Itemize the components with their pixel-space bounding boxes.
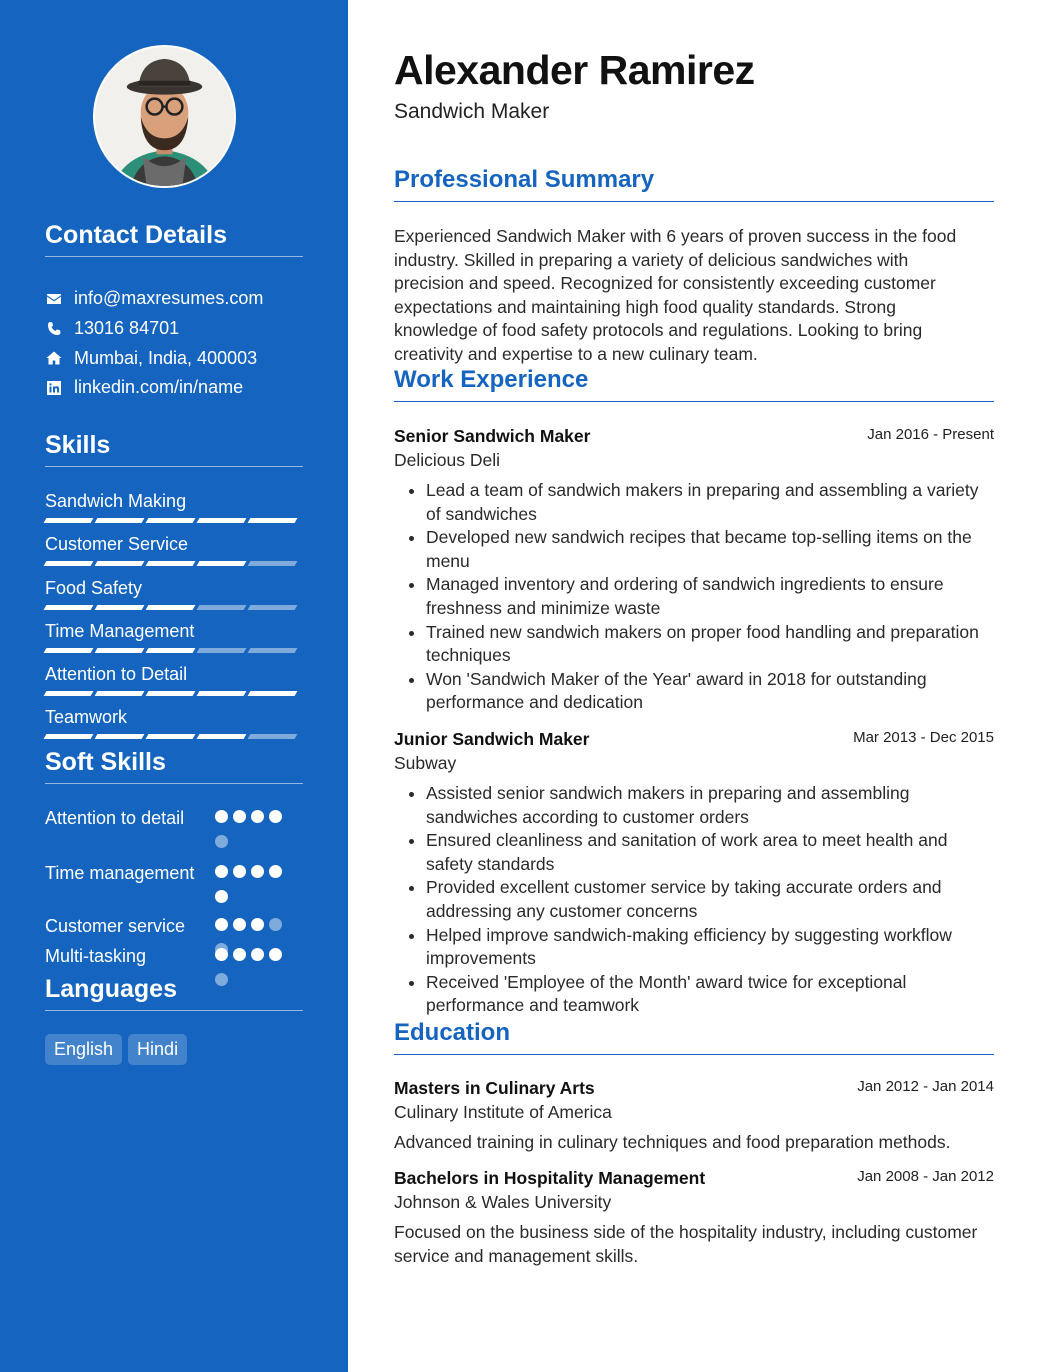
rating-dot [215, 948, 228, 961]
job-bullet: • Received 'Employee of the Month' award twice for exceptional performance and teamwork [426, 971, 994, 1018]
soft-skill-name: Multi-tasking [45, 946, 147, 966]
skill-level-segment [146, 648, 196, 653]
candidate-title: Sandwich Maker [394, 100, 550, 123]
soft-skill-item [45, 914, 303, 944]
skill-level-segment [44, 518, 94, 523]
job-bullets [394, 479, 994, 715]
rating-dot [215, 865, 228, 878]
skill-level-segment [248, 691, 298, 696]
summary-heading: Professional Summary [394, 165, 994, 202]
skill-level-segment [95, 734, 145, 739]
job-title: Junior Sandwich Maker [394, 729, 590, 749]
skill-level-segment [44, 561, 94, 566]
soft-skill-rating [215, 865, 290, 903]
degree-title: Bachelors in Hospitality Management [394, 1168, 706, 1188]
skill-level-segment [197, 518, 247, 523]
job-dates: Mar 2013 - Dec 2015 [853, 729, 994, 746]
soft-skill-item [45, 944, 303, 974]
rating-dot [269, 918, 282, 931]
skill-level-segment [197, 561, 247, 566]
education-entry [394, 1167, 994, 1268]
job-title: Senior Sandwich Maker [394, 426, 591, 446]
job-dates: Jan 2016 - Present [867, 426, 994, 443]
rating-dot [233, 948, 246, 961]
job-bullet: • Assisted senior sandwich makers in preparing and assembling sandwiches according to customer orders [426, 782, 994, 829]
rating-dot [233, 810, 246, 823]
phone-icon [45, 320, 62, 337]
education-description: Advanced training in culinary techniques and food preparation methods. [394, 1132, 951, 1152]
skill-level-segment [44, 734, 94, 739]
languages-list [45, 1034, 187, 1065]
skill-level-segment [146, 605, 196, 610]
job-bullets [394, 782, 994, 1018]
rating-dot [215, 835, 228, 848]
skill-level-segment [248, 605, 298, 610]
contact-list [45, 284, 303, 403]
profile-photo-icon [95, 47, 234, 186]
rating-dot [233, 865, 246, 878]
skill-level-bar [45, 734, 303, 739]
job-entry [394, 728, 994, 1018]
school-name: Johnson & Wales University [394, 1192, 612, 1212]
rating-dot [215, 890, 228, 903]
skill-level-segment [248, 518, 298, 523]
skill-name: Sandwich Making [45, 491, 187, 511]
soft-skill-name: Time management [45, 863, 195, 883]
contact-address: Mumbai, India, 400003 [45, 343, 303, 373]
skill-level-bar [45, 605, 303, 610]
skill-level-segment [95, 518, 145, 523]
skill-name: Time Management [45, 620, 195, 641]
skill-level-segment [44, 691, 94, 696]
education-heading: Education [394, 1018, 994, 1055]
linkedin-icon [45, 379, 62, 396]
contact-heading: Contact Details [45, 220, 303, 257]
contact-linkedin[interactable]: linkedin.com/in/name [45, 373, 303, 403]
job-entry [394, 425, 994, 715]
skill-name: Customer Service [45, 534, 189, 555]
skill-level-bar [45, 561, 303, 566]
skill-level-segment [197, 648, 247, 653]
rating-dot [269, 948, 282, 961]
skill-level-segment [95, 648, 145, 653]
rating-dot [215, 918, 228, 931]
rating-dot [269, 810, 282, 823]
contact-phone[interactable]: 13016 84701 [45, 314, 303, 344]
skill-name: Food Safety [45, 577, 143, 598]
skill-level-segment [248, 734, 298, 739]
soft-skill-item [45, 806, 303, 861]
skill-level-segment [146, 691, 196, 696]
job-bullet: • Ensured cleanliness and sanitation of work area to meet health and safety standards [426, 829, 994, 876]
job-bullet: • Managed inventory and ordering of sandwich ingredients to ensure freshness and minimize waste [426, 573, 994, 620]
job-bullet: • Helped improve sandwich-making efficiency by suggesting workflow improvements [426, 924, 994, 971]
skill-level-segment [248, 648, 298, 653]
soft-skills-heading: Soft Skills [45, 747, 303, 784]
skill-level-bar [45, 518, 303, 523]
skill-level-segment [197, 691, 247, 696]
languages-heading: Languages [45, 974, 303, 1011]
education-dates: Jan 2012 - Jan 2014 [857, 1078, 994, 1095]
skill-level-segment [44, 648, 94, 653]
skill-level-segment [95, 691, 145, 696]
education-dates: Jan 2008 - Jan 2012 [857, 1168, 994, 1185]
skill-level-segment [95, 561, 145, 566]
skill-item [45, 704, 303, 747]
skill-level-segment [197, 734, 247, 739]
rating-dot [251, 918, 264, 931]
skill-level-bar [45, 691, 303, 696]
skill-level-segment [197, 605, 247, 610]
skill-level-bar [45, 648, 303, 653]
sidebar [0, 0, 348, 1372]
experience-heading: Work Experience [394, 365, 994, 402]
soft-skill-name: Customer service [45, 916, 186, 936]
skill-item [45, 531, 303, 574]
rating-dot [251, 865, 264, 878]
soft-skill-rating [215, 810, 290, 848]
candidate-name: Alexander Ramirez [394, 47, 755, 93]
skill-item [45, 488, 303, 531]
skill-name: Teamwork [45, 707, 128, 728]
skills-list [45, 488, 303, 748]
job-bullet: • Lead a team of sandwich makers in preparing and assembling a variety of sandwiches [426, 479, 994, 526]
soft-skills-list [45, 806, 303, 974]
skills-heading: Skills [45, 430, 303, 467]
skill-level-segment [44, 605, 94, 610]
rating-dot [269, 865, 282, 878]
education-description: Focused on the business side of the hospitality industry, including customer service and management skills. [394, 1222, 978, 1266]
skill-item [45, 575, 303, 618]
skill-level-segment [146, 518, 196, 523]
rating-dot [233, 918, 246, 931]
home-icon [45, 350, 62, 367]
job-bullet: • Provided excellent customer service by taking accurate orders and addressing any customer concerns [426, 876, 994, 923]
school-name: Culinary Institute of America [394, 1102, 612, 1122]
envelope-icon [45, 290, 62, 307]
job-bullet: • Won 'Sandwich Maker of the Year' award in 2018 for outstanding performance and dedication [426, 668, 994, 715]
skill-item [45, 618, 303, 661]
skill-level-segment [95, 605, 145, 610]
summary-text: Experienced Sandwich Maker with 6 years of proven success in the food industry. Skilled in preparing a variety of delicious sandwiches with precision and speed. Recognized for consistently exceeding customer expectations and maintaining high food quality standards. Strong knowledge of food safety protocols and regulations. Looking to bring creativity and expertise to a new culinary team. [394, 226, 957, 364]
job-bullet: • Developed new sandwich recipes that became top-selling items on the menu [426, 526, 994, 573]
job-company: Subway [394, 753, 457, 773]
job-bullet: • Trained new sandwich makers on proper food handling and preparation techniques [426, 621, 994, 668]
skill-name: Attention to Detail [45, 664, 188, 685]
skill-level-segment [248, 561, 298, 566]
skill-level-segment [146, 561, 196, 566]
skill-level-segment [146, 734, 196, 739]
rating-dot [251, 948, 264, 961]
rating-dot [251, 810, 264, 823]
contact-email[interactable]: info@maxresumes.com [45, 284, 303, 314]
degree-title: Masters in Culinary Arts [394, 1078, 595, 1098]
skill-item [45, 661, 303, 704]
rating-dot [215, 810, 228, 823]
soft-skill-item [45, 861, 303, 914]
language-tag: Hindi [128, 1034, 187, 1065]
soft-skill-name: Attention to detail [45, 808, 185, 828]
job-company: Delicious Deli [394, 450, 501, 470]
education-entry [394, 1077, 994, 1154]
language-tag: English [45, 1034, 122, 1065]
avatar [93, 45, 236, 188]
